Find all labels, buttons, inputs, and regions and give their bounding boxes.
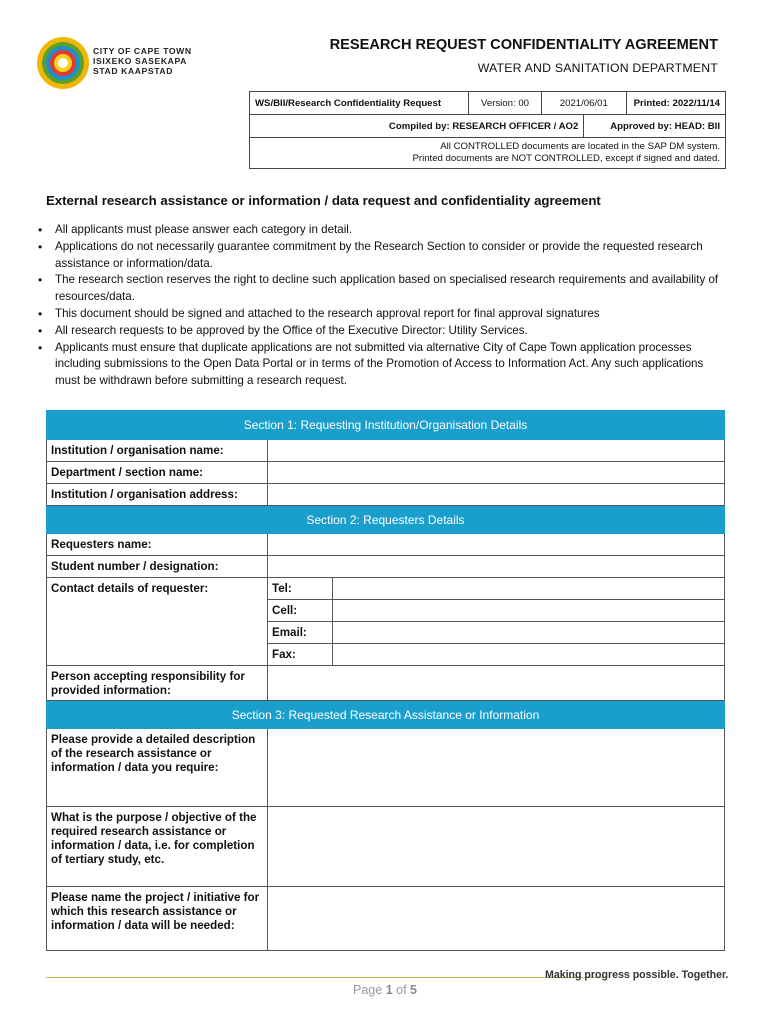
instructions-list bbox=[38, 222, 724, 390]
student-number-field[interactable] bbox=[268, 556, 725, 578]
email-label: Email: bbox=[268, 622, 333, 644]
department-name: WATER AND SANITATION DEPARTMENT bbox=[477, 61, 718, 75]
page-total: 5 bbox=[410, 983, 417, 997]
note-line: Printed documents are NOT CONTROLLED, except if signed and dated. bbox=[412, 153, 720, 164]
page-of: of bbox=[396, 983, 407, 997]
note-line: All CONTROLLED documents are located in the SAP DM system. bbox=[440, 141, 720, 152]
cell-label: Cell: bbox=[268, 600, 333, 622]
project-name-field[interactable] bbox=[268, 887, 725, 951]
cell-field[interactable] bbox=[333, 600, 725, 622]
email-field[interactable] bbox=[333, 622, 725, 644]
requesters-name-field[interactable] bbox=[268, 534, 725, 556]
purpose-field[interactable] bbox=[268, 807, 725, 887]
doc-version: Version: 00 bbox=[469, 92, 542, 115]
list-item: • The research section reserves the right to decline such application based on specialised research requirements and availability of resources/data. bbox=[38, 272, 724, 306]
list-item: • Applications do not necessarily guarantee commitment by the Research Section to consider or provide the requested research assistance or information/data. bbox=[38, 239, 724, 273]
institution-address-label: Institution / organisation address: bbox=[47, 484, 268, 506]
person-accepting-field[interactable] bbox=[268, 666, 725, 701]
city-name bbox=[93, 46, 192, 76]
city-name-line: STAD KAAPSTAD bbox=[93, 66, 174, 76]
printed-date: Printed: 2022/11/14 bbox=[626, 92, 725, 115]
city-name-line: CITY OF CAPE TOWN bbox=[93, 46, 192, 56]
intro-heading: External research assistance or information / data request and confidentiality agreement bbox=[46, 193, 601, 208]
institution-name-label: Institution / organisation name: bbox=[47, 440, 268, 462]
compiled-by: Compiled by: RESEARCH OFFICER / AO2 bbox=[250, 115, 584, 138]
contact-details-label: Contact details of requester: bbox=[47, 578, 268, 666]
page-current: 1 bbox=[385, 983, 393, 997]
list-item: • All research requests to be approved by the Office of the Executive Director: Utility Services. bbox=[38, 323, 724, 340]
city-name-line: ISIXEKO SASEKAPA bbox=[93, 56, 187, 66]
institution-address-field[interactable] bbox=[268, 484, 725, 506]
page-number bbox=[0, 983, 770, 997]
page-word: Page bbox=[353, 983, 383, 997]
approved-by: Approved by: HEAD: BII bbox=[584, 115, 726, 138]
document-control-table bbox=[249, 91, 726, 169]
tel-field[interactable] bbox=[333, 578, 725, 600]
project-name-label: Please name the project / initiative for which this research assistance or information / data will be needed: bbox=[47, 887, 268, 951]
doc-reference: WS/BII/Research Confidentiality Request bbox=[250, 92, 469, 115]
controlled-doc-note bbox=[250, 138, 726, 169]
list-item: • This document should be signed and attached to the research approval report for final approval signatures bbox=[38, 306, 724, 323]
department-name-field[interactable] bbox=[268, 462, 725, 484]
footer-tagline: Making progress possible. Together. bbox=[545, 969, 729, 981]
section-3-header: Section 3: Requested Research Assistance or Information bbox=[47, 701, 725, 729]
doc-date: 2021/06/01 bbox=[542, 92, 627, 115]
footer-divider bbox=[46, 977, 606, 978]
tel-label: Tel: bbox=[268, 578, 333, 600]
fax-field[interactable] bbox=[333, 644, 725, 666]
city-logo-icon bbox=[36, 36, 90, 90]
institution-name-field[interactable] bbox=[268, 440, 725, 462]
description-field[interactable] bbox=[268, 729, 725, 807]
list-item: • All applicants must please answer each category in detail. bbox=[38, 222, 724, 239]
purpose-label: What is the purpose / objective of the required research assistance or information / data, i.e. for completion of tertiary study, etc. bbox=[47, 807, 268, 887]
person-accepting-label: Person accepting responsibility for provided information: bbox=[47, 666, 268, 701]
list-item: • Applicants must ensure that duplicate applications are not submitted via alternative City of Cape Town application processes including submissions to the Open Data Portal or in terms of the Promotion of Access to Information Act. Any such applications must be withdrawn before submitting a research request. bbox=[38, 340, 724, 390]
fax-label: Fax: bbox=[268, 644, 333, 666]
requesters-name-label: Requesters name: bbox=[47, 534, 268, 556]
student-number-label: Student number / designation: bbox=[47, 556, 268, 578]
request-form bbox=[46, 410, 725, 951]
section-2-header: Section 2: Requesters Details bbox=[47, 506, 725, 534]
department-name-label: Department / section name: bbox=[47, 462, 268, 484]
section-1-header: Section 1: Requesting Institution/Organisation Details bbox=[47, 411, 725, 440]
description-label: Please provide a detailed description of the research assistance or information / data you require: bbox=[47, 729, 268, 807]
document-title: RESEARCH REQUEST CONFIDENTIALITY AGREEMENT bbox=[329, 37, 718, 53]
